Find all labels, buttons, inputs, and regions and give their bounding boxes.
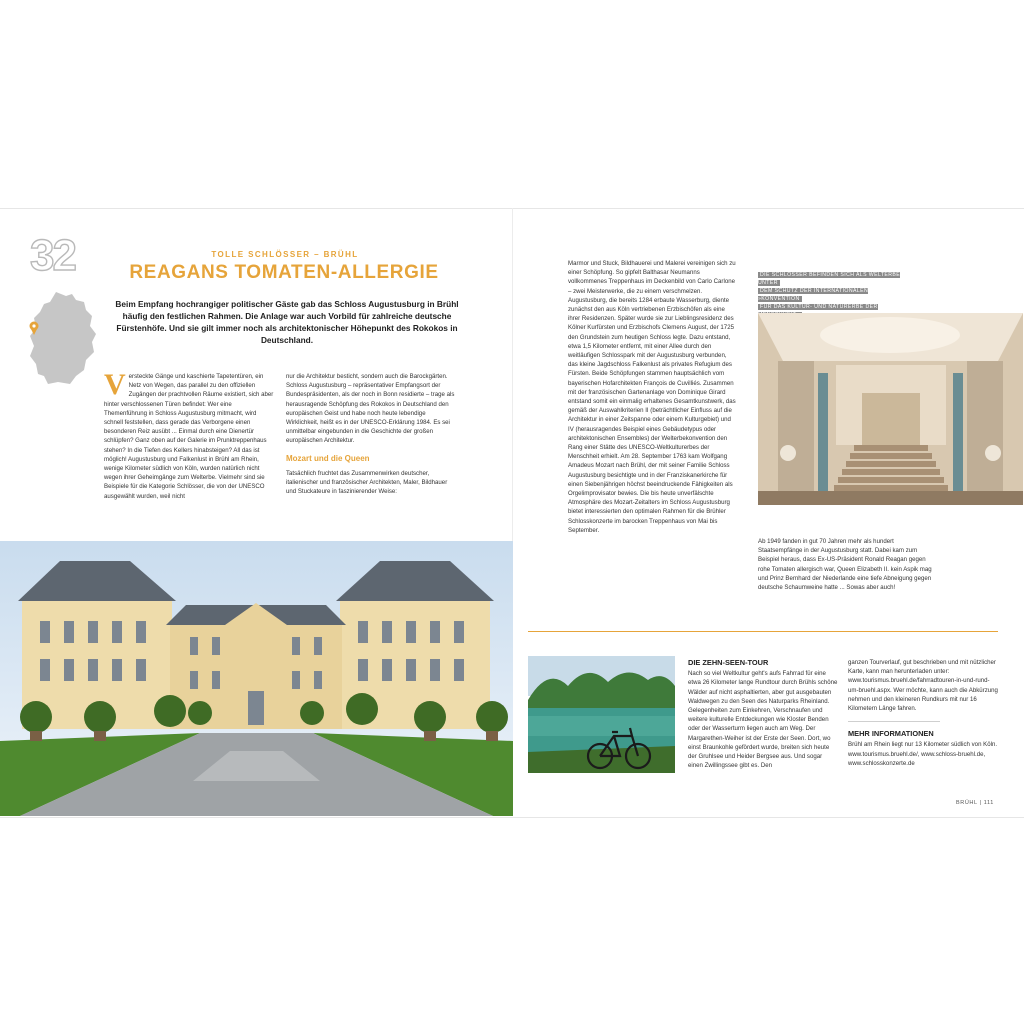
body-text-2b: Tatsächlich fruchtet das Zusammenwirken deutscher, italienischer und französischer Architekten, Maler, Bildhauer und Stuckateure in faszinierender Weise: [286,469,448,496]
body-column-3 [568,259,738,535]
body-text-2: nur die Architektur besticht, sondern auch die Barockgärten. Schloss Augustusburg – repräsentativer Empfangsort der Bundespräsidenten, als der noch in Bonn residierte – trage als herausragende Schöpfung des Rokokos in Deutschland den europäischen Geist und habe noch heute lebendige Wirklichkeit, heißt es in der UNESCO-Erklärung 1984. Es sei unmittelbar eingebunden in die Geschichte der großen europäischen Architektur. [286,373,455,445]
lake-bicycle-photo [528,656,675,773]
drop-cap: V [104,368,126,401]
article-lead: Beim Empfang hochrangiger politischer Gäste gab das Schloss Augustusburg in Brühl häufig den festlichen Rahmen. Die Anlage war auch Vorbild für zahlreiche deutsche Fürstenhöfe. Und sie gilt immer noch als architektonischer Höhepunkt des Rokokos in Deutschland. [115,299,459,345]
info-title: MEHR INFORMATIONEN [848,729,934,739]
tip-box [688,658,838,770]
section-divider [528,631,998,632]
germany-map-icon [26,290,98,386]
tip-text: Nach so viel Weltkultur geht's aufs Fahrrad für eine etwa 26 Kilometer lange Rundtour durch Brühls schöne Wälder auf nicht asphaltierten, aber gut ausgebauten Waldwegen zu den Seen des Naturparks Rheinland. Gelegenheiten zum Einkehren, Verschnaufen und weitere kulturelle Entdeckungen wie Kloster Benden oder der Wasserturm liegen auch am Weg. Der Margarethen-Weiher ist der Erste der Seen. Dort, wo einst Braunkohle gefördert wurde, breiten sich heute der Gruhlsee und Heider Bergsee aus. Und sogar einen Zwillingssee gibt es. Den [688,670,838,770]
staircase-photo [758,313,1023,505]
body-column-2 [286,372,456,496]
section-kicker: TOLLE SCHLÖSSER – BRÜHL [211,250,359,259]
body-column-4 [758,537,938,592]
body-text-4: Ab 1949 fanden in gut 70 Jahren mehr als hundert Staatsempfänge in der Augustusburg statt. Dabei kam zum Beispiel heraus, dass Ex-US-Präsident Ronald Reagan gegen rohe Tomaten allergisch war, Queen Elizabeth II. kein Aspik mag und Prinz Bernhard der Niederlande eine tiefe Abneigung gegen deutsche Schaumweine hatte ... Sowas aber auch! [758,538,932,592]
photo-caption [758,271,908,319]
tip-title: DIE ZEHN-SEEN-TOUR [688,658,769,667]
body-column-1 [104,368,274,501]
caption-line-3: FÜR DAS KULTUR- UND NATURERBE DER [758,304,878,318]
caption-line-2: DEM SCHUTZ DER INTERNATIONALEN »KONVENTION [758,288,869,302]
info-text: Brühl am Rhein liegt nur 13 Kilometer südlich von Köln. www.tourismus.bruehl.de/, www.schloss-bruehl.de, www.schlosskonzerte.de [848,741,998,767]
tip-box-continued [848,658,998,768]
subheading: Mozart und die Queen [286,453,370,463]
running-footer: BRÜHL | 111 [956,800,994,806]
body-text-3: Marmor und Stuck, Bildhauerei und Malerei vereinigen sich zu einer Schöpfung. So gipfelt Balthasar Neumanns vollkommenes Treppenhaus im Deckenbild von Carlo Carlone – zwei Meisterwerke, die zu einem verschmelzen. Augustusburg, die bereits 1284 erbaute Wasserburg, diente zunächst den aus Köln vertriebenen Erzbischöfen als eine ihrer Residenzen. Später wurde sie zur Lieblingsresidenz des Kölner Kurfürsten und Erzbischofs Clemens August, der 1725 den Grundstein zum heutigen Schloss legte. Dazu entstand, etwa 1,5 Kilometer entfernt, mit einer Allee durch den weitläufigen Schlosspark mit der Augustusburg verbunden, das kleine Jagdschloss Falkenlust als privates Refugium des Fürsten. Beide Schöpfungen stammen hauptsächlich vom bayerischen Hofarchitekten François de Cuvilliés. Zusammen mit der französischen Gartenanlage von Dominique Girard entstand somit ein einmalig erhaltenes Gesamtkunstwerk, das gemäß der Auswahlkriterien II (beträchtlicher Einfluss auf die Architektur in einer Zeitspanne oder einem Kulturgebiet) und IV (herausragendes Beispiel eines Gebäudetypus oder architektonischen Ensembles) der Welterbekonvention den Rang einer Stätte des UNESCO-Weltkulturerbes der Menschheit erhielt. Am 28. September 1763 kam Wolfgang Amadeus Mozart nach Brühl, der mit seiner Familie Schloss Augustusburg besichtigte und in der Franziskanerkirche für einen Siebenjährigen höchst beeindruckende Fähigkeiten als Orgelimprovisator bewies. Die bis heute unverfälschte Atmosphäre des Mozart-Zeitalters im Schloss Augustusburg bietet interessierten den optimalen Rahmen für die Brühler Schlosskonzerte im barocken Treppenhaus von Mai bis September. [568,260,736,534]
body-text-1: ersteckte Gänge und kaschierte Tapetentüren, ein Netz von Wegen, das parallel zu den offiziellen Zugängen der prachtvollen Räume existiert, sich aber hinter verschlossenen Türen befindet: Wer eine Themenführung in Schloss Augustusburg mitmacht, wird schnell feststellen, dass gerade das Verborgene einen besonderen Reiz ausübt ... Einmal durch eine Dienertür schlüpfen? Ganz oben auf der Galerie im Prunktreppenhaus stehen? In die Tiefen des Kellers hinabsteigen? All das ist möglich! Augustusburg und Falkenlust in Brühl am Rhein, wenige Kilometer südlich von Köln, wurden natürlich nicht wegen ihrer Geheimgänge zum Welterbe. Vielmehr sind sie Beispiele für die Kategorie Schlösser, die von der UNESCO ausgewählt wurden, weil nicht [104,373,274,500]
caption-line-1: DIE SCHLÖSSER BEFINDEN SICH ALS WELTERBE UNTER [758,272,901,286]
article-title: REAGANS TOMATEN-ALLERGIE [129,262,439,283]
palace-photo [0,541,513,816]
tip-text-2: ganzen Tourverlauf, gut beschrieben und mit nützlicher Karte, kann man herunterladen unter: www.tourismus.bruehl.de/fahrradtouren-in-und-rund-um-bruehl.aspx. Wer möchte, kann auch die Abkürzung nehmen und den kleineren Rundkurs mit nur 16 Kilometern Länge fahren. [848,659,998,713]
chapter-number: 32 [30,231,75,280]
info-rule [848,721,940,722]
